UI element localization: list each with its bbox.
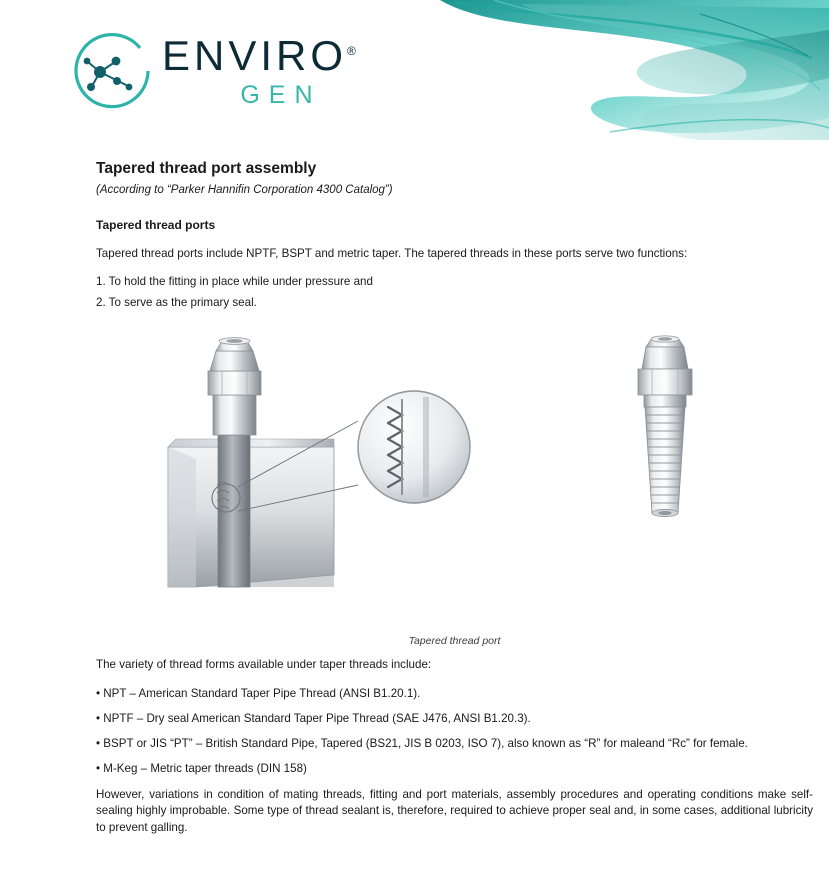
brand-logo <box>70 28 356 114</box>
section-intro-paragraph: Tapered thread ports include NPTF, BSPT and metric taper. The tapered threads in these ports serve two functions: <box>96 247 688 260</box>
logo-primary-text <box>162 31 356 79</box>
page-title: Tapered thread port assembly <box>96 160 317 177</box>
figure-caption: Tapered thread port <box>408 635 501 648</box>
section-heading: Tapered thread ports <box>96 218 216 232</box>
closing-paragraph: However, variations in condition of mating threads, fitting and port materials, assembly procedures and operating conditions make self-sealing highly improbable. Some type of thread sealant is, therefore, required to achieve proper seal and, in some cases, additional lubricity to prevent galling. <box>96 787 813 835</box>
registered-mark-icon: ® <box>347 43 356 58</box>
document-subtitle: (According to “Parker Hannifin Corporation 4300 Catalog”) <box>96 184 393 196</box>
variety-intro-paragraph: The variety of thread forms available under taper threads include: <box>96 658 432 672</box>
document-body <box>96 160 813 837</box>
figure-container <box>96 335 813 648</box>
numbered-item-1: 1. To hold the fitting in place while under pressure and <box>96 275 373 289</box>
list-item: • M-Keg – Metric taper threads (DIN 158) <box>96 762 307 776</box>
list-item: • BSPT or JIS “PT” – British Standard Pipe, Tapered (BS21, JIS B 0203, ISO 7), also known as “R” for maleand “Rc” for female. <box>96 737 748 751</box>
list-item: • NPTF – Dry seal American Standard Taper Pipe Thread (SAE J476, ANSI B1.20.3). <box>96 712 531 726</box>
tapered-thread-port-diagram <box>96 335 813 627</box>
molecule-circle-icon <box>70 28 156 114</box>
thread-forms-block <box>96 657 813 837</box>
numbered-item-2: 2. To serve as the primary seal. <box>96 295 257 309</box>
list-item: • NPT – American Standard Taper Pipe Thread (ANSI B1.20.1). <box>96 686 421 700</box>
logo-enviro-label: ENVIRO <box>162 31 348 79</box>
logo-secondary-text: GEN <box>240 80 322 109</box>
